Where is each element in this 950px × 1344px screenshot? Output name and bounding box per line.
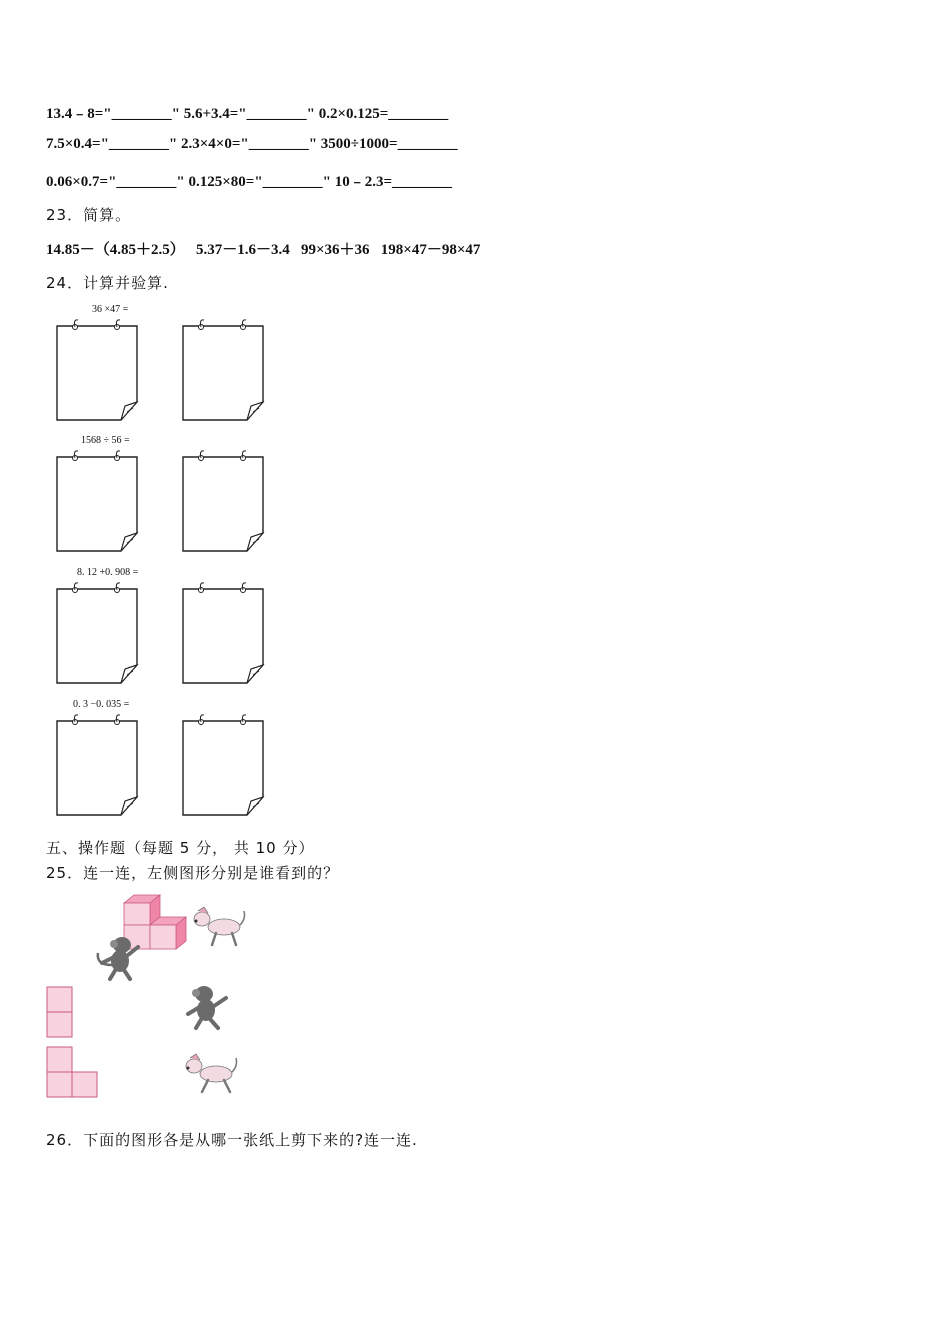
q23-expressions: 14.85－（4.85＋2.5） 5.37－1.6－3.4 99×36＋36 198×47－98×47 <box>46 242 481 258</box>
q24-title: 24．计算并验算. <box>46 274 169 292</box>
q25-title: 25．连一连，左侧图形分别是谁看到的？ <box>46 864 340 882</box>
monkey-icon <box>92 935 140 981</box>
q26-title: 26．下面的图形各是从哪一张纸上剪下来的?连一连. <box>46 1131 418 1149</box>
q24-problem-4: 0. 3 −0. 035 = <box>73 699 130 710</box>
notepad-4-calc <box>55 717 139 817</box>
view-l-shape <box>46 1046 100 1098</box>
notepad-2-check <box>181 453 265 553</box>
q24-problem-2: 1568 ÷ 56 = <box>81 435 130 446</box>
dog-option-icon <box>182 1052 240 1096</box>
oral-line-3: 0.06×0.7="________" 0.125×80="________" 10﹣2.3=________ <box>46 174 453 190</box>
notepad-1-check <box>181 322 265 422</box>
q24-problem-3: 8. 12 +0. 908 = <box>77 567 139 578</box>
notepad-3-calc <box>55 585 139 685</box>
monkey-option-icon <box>182 984 230 1030</box>
view-vertical-two-squares <box>46 986 74 1038</box>
notepad-3-check <box>181 585 265 685</box>
q23-title: 23．简算。 <box>46 206 132 224</box>
oral-line-2: 7.5×0.4="________" 2.3×4×0="________" 3500÷1000=________ <box>46 136 458 152</box>
dog-icon <box>190 905 248 949</box>
q24-problem-1: 36 ×47 = <box>92 304 129 315</box>
notepad-2-calc <box>55 453 139 553</box>
notepad-4-check <box>181 717 265 817</box>
notepad-1-calc <box>55 322 139 422</box>
section5-title: 五、操作题（每题 5 分， 共 10 分） <box>46 839 315 857</box>
oral-line-1: 13.4﹣8="________" 5.6+3.4="________" 0.2×0.125=________ <box>46 106 449 122</box>
